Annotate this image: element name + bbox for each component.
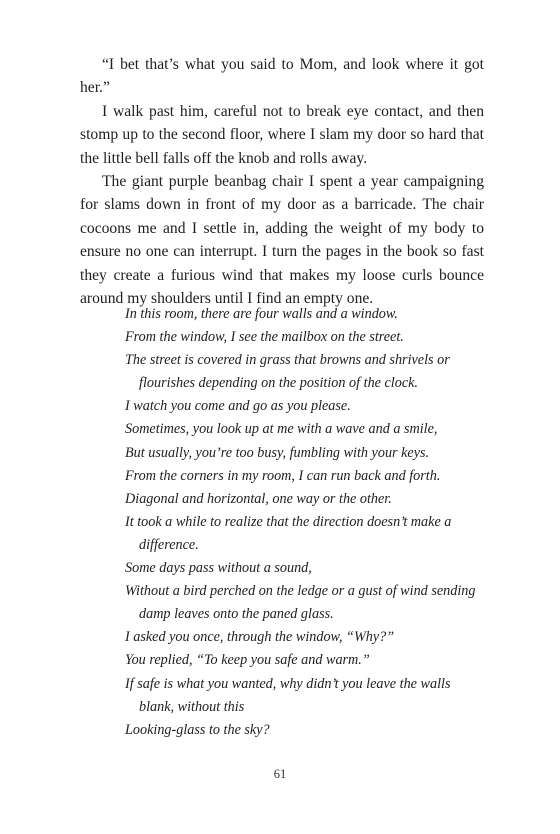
poem-line: Looking-glass to the sky?	[125, 721, 270, 738]
poem-line: Some days pass without a sound,	[125, 560, 312, 577]
paragraph: “I bet that’s what you said to Mom, and look where it got her.”	[80, 56, 484, 97]
poem-line: In this room, there are four walls and a window.	[125, 306, 398, 322]
poem-line: You replied, “To keep you safe and warm.”	[125, 652, 370, 669]
poem-block	[125, 303, 485, 742]
poem-line: But usually, you’re too busy, fumbling with your keys.	[125, 444, 430, 461]
poem-line: The street is covered in grass that browns and shrivels or flourishes depending on the position of the clock.	[125, 352, 450, 392]
poem-line: From the window, I see the mailbox on the street.	[125, 329, 404, 346]
poem-line: Diagonal and horizontal, one way or the other.	[125, 490, 392, 507]
paragraph: The giant purple beanbag chair I spent a year campaigning for slams down in front of my door as a barricade. The chair cocoons me and I settle in, adding the weight of my body to ensure no one can interrupt. I turn the pages in the book so fast they create a furious wind that makes my loose curls bounce around my shoulders until I find an empty one.	[80, 173, 484, 308]
poem-line: If safe is what you wanted, why didn’t you leave the walls blank, without this	[125, 675, 451, 715]
poem-line: It took a while to realize that the direction doesn’t make a difference.	[125, 513, 452, 553]
page-number: 61	[273, 767, 287, 781]
poem-line: Sometimes, you look up at me with a wave and a smile,	[125, 421, 438, 438]
poem-line: I watch you come and go as you please.	[125, 398, 351, 415]
prose-block	[80, 53, 484, 310]
poem-line: From the corners in my room, I can run back and forth.	[125, 467, 441, 484]
poem-line: I asked you once, through the window, “Why?”	[125, 629, 395, 646]
paragraph: I walk past him, careful not to break eye contact, and then stomp up to the second floor, where I slam my door so hard that the little bell falls off the knob and rolls away.	[80, 102, 484, 167]
poem-line: Without a bird perched on the ledge or a gust of wind sending damp leaves onto the paned glass.	[125, 583, 476, 623]
